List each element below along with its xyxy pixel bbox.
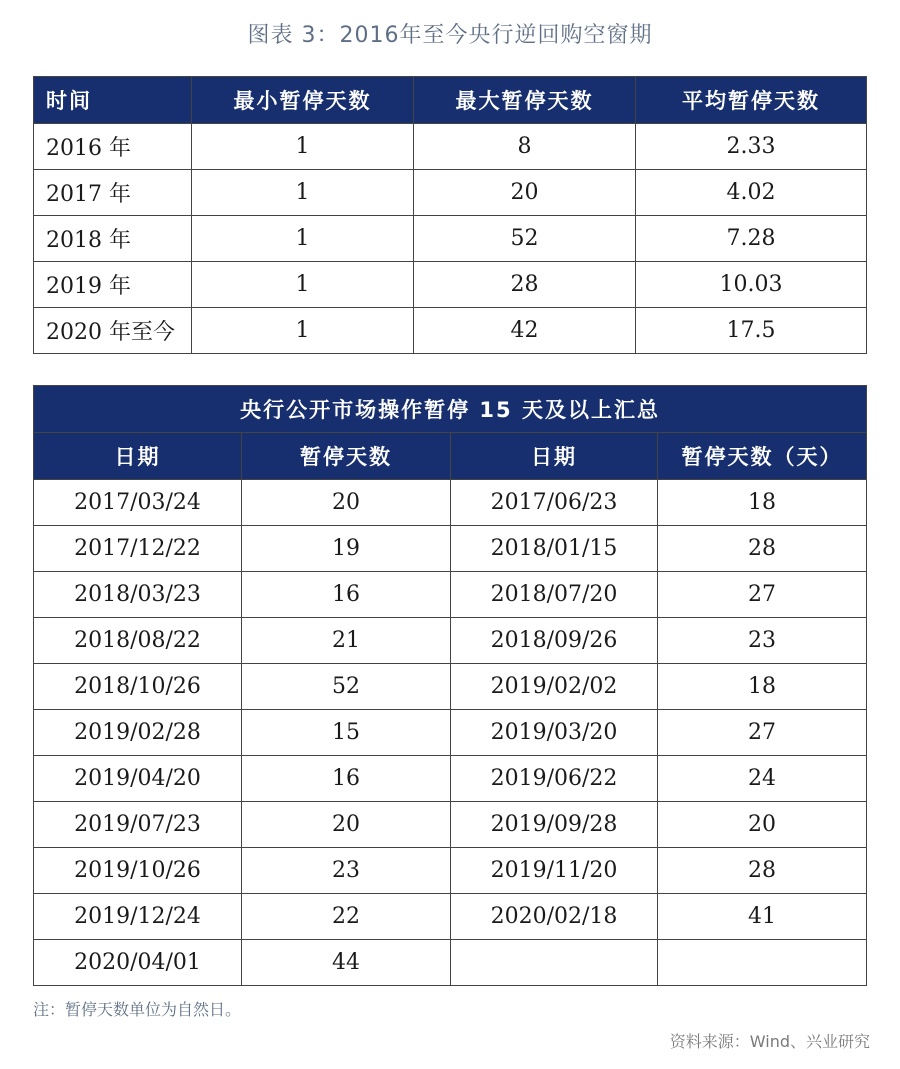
min-days-cell: 1 xyxy=(192,170,414,216)
max-days-cell: 52 xyxy=(414,216,636,262)
avg-days-cell: 4.02 xyxy=(636,170,867,216)
table-row xyxy=(34,664,867,710)
days-cell: 18 xyxy=(658,664,867,710)
date-cell xyxy=(451,940,658,986)
avg-days-cell: 10.03 xyxy=(636,262,867,308)
column-header: 日期 xyxy=(34,433,242,480)
avg-days-cell: 2.33 xyxy=(636,124,867,170)
avg-days-cell: 7.28 xyxy=(636,216,867,262)
date-cell: 2018/08/22 xyxy=(34,618,242,664)
days-cell: 52 xyxy=(242,664,451,710)
table-row xyxy=(34,262,867,308)
pause-summary-table xyxy=(33,385,867,986)
date-cell: 2018/07/20 xyxy=(451,572,658,618)
table-row xyxy=(34,572,867,618)
days-cell: 20 xyxy=(658,802,867,848)
table-row xyxy=(34,170,867,216)
days-cell: 22 xyxy=(242,894,451,940)
date-cell: 2019/11/20 xyxy=(451,848,658,894)
column-header: 暂停天数（天） xyxy=(658,433,867,480)
date-cell: 2018/03/23 xyxy=(34,572,242,618)
days-cell: 23 xyxy=(242,848,451,894)
table-row xyxy=(34,526,867,572)
column-header: 暂停天数 xyxy=(242,433,451,480)
days-cell: 15 xyxy=(242,710,451,756)
date-cell: 2019/06/22 xyxy=(451,756,658,802)
max-days-cell: 28 xyxy=(414,262,636,308)
date-cell: 2019/02/28 xyxy=(34,710,242,756)
figure-title: 图表 3：2016年至今央行逆回购空窗期 xyxy=(247,23,653,48)
days-cell: 20 xyxy=(242,802,451,848)
days-cell: 44 xyxy=(242,940,451,986)
year-cell: 2020 年至今 xyxy=(34,308,192,354)
date-cell: 2019/04/20 xyxy=(34,756,242,802)
column-header: 平均暂停天数 xyxy=(636,77,867,124)
days-cell: 16 xyxy=(242,756,451,802)
table-caption: 央行公开市场操作暂停 15 天及以上汇总 xyxy=(34,386,867,433)
table-row xyxy=(34,848,867,894)
table-row xyxy=(34,124,867,170)
days-cell: 23 xyxy=(658,618,867,664)
date-cell: 2018/01/15 xyxy=(451,526,658,572)
date-cell: 2019/07/23 xyxy=(34,802,242,848)
column-header: 最小暂停天数 xyxy=(192,77,414,124)
table-row xyxy=(34,940,867,986)
days-cell: 28 xyxy=(658,848,867,894)
table-row xyxy=(34,802,867,848)
source-note: 资料来源：Wind、兴业研究 xyxy=(669,1032,870,1051)
max-days-cell: 20 xyxy=(414,170,636,216)
min-days-cell: 1 xyxy=(192,262,414,308)
year-cell: 2016 年 xyxy=(34,124,192,170)
date-cell: 2019/09/28 xyxy=(451,802,658,848)
table-row xyxy=(34,618,867,664)
avg-days-cell: 17.5 xyxy=(636,308,867,354)
table-row xyxy=(34,756,867,802)
days-cell: 24 xyxy=(658,756,867,802)
date-cell: 2019/02/02 xyxy=(451,664,658,710)
days-cell: 20 xyxy=(242,480,451,526)
summary-table xyxy=(33,76,867,354)
date-cell: 2019/03/20 xyxy=(451,710,658,756)
date-cell: 2018/09/26 xyxy=(451,618,658,664)
days-cell xyxy=(658,940,867,986)
date-cell: 2019/10/26 xyxy=(34,848,242,894)
days-cell: 28 xyxy=(658,526,867,572)
date-cell: 2018/10/26 xyxy=(34,664,242,710)
table-row xyxy=(34,894,867,940)
year-cell: 2017 年 xyxy=(34,170,192,216)
table-row xyxy=(34,308,867,354)
days-cell: 21 xyxy=(242,618,451,664)
table-row xyxy=(34,480,867,526)
table-row xyxy=(34,710,867,756)
column-header: 最大暂停天数 xyxy=(414,77,636,124)
days-cell: 27 xyxy=(658,572,867,618)
days-cell: 19 xyxy=(242,526,451,572)
date-cell: 2017/03/24 xyxy=(34,480,242,526)
table-caption-row xyxy=(34,386,867,433)
table-row xyxy=(34,216,867,262)
date-cell: 2019/12/24 xyxy=(34,894,242,940)
date-cell: 2017/06/23 xyxy=(451,480,658,526)
date-cell: 2017/12/22 xyxy=(34,526,242,572)
column-header: 日期 xyxy=(451,433,658,480)
table-header-row xyxy=(34,77,867,124)
date-cell: 2020/02/18 xyxy=(451,894,658,940)
date-cell: 2020/04/01 xyxy=(34,940,242,986)
footnote: 注：暂停天数单位为自然日。 xyxy=(33,1000,242,1019)
table-header-row xyxy=(34,433,867,480)
year-cell: 2019 年 xyxy=(34,262,192,308)
min-days-cell: 1 xyxy=(192,216,414,262)
min-days-cell: 1 xyxy=(192,124,414,170)
days-cell: 41 xyxy=(658,894,867,940)
max-days-cell: 8 xyxy=(414,124,636,170)
max-days-cell: 42 xyxy=(414,308,636,354)
column-header: 时间 xyxy=(34,77,192,124)
days-cell: 16 xyxy=(242,572,451,618)
year-cell: 2018 年 xyxy=(34,216,192,262)
min-days-cell: 1 xyxy=(192,308,414,354)
days-cell: 27 xyxy=(658,710,867,756)
days-cell: 18 xyxy=(658,480,867,526)
